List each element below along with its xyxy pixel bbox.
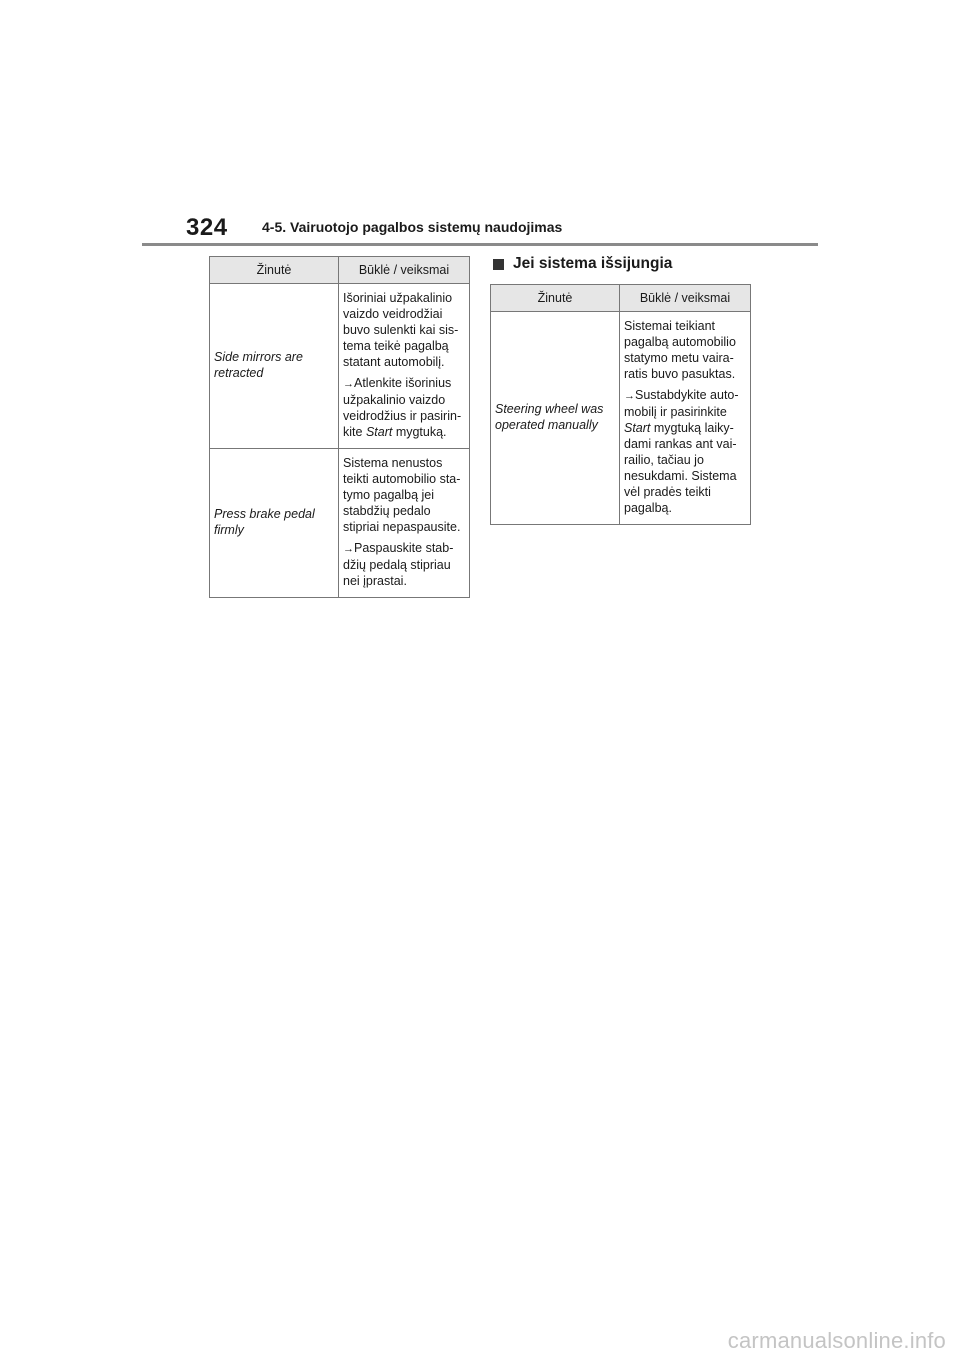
- status-cell: [339, 449, 470, 598]
- header-divider: [142, 243, 818, 246]
- section-heading: [493, 255, 672, 273]
- message-table-left: [209, 256, 470, 598]
- table-header-row: [210, 257, 470, 284]
- action-text-part: Paspauskite stabdžių pedalą stipriau nei įprastai.: [343, 541, 454, 588]
- status-cell: [620, 312, 751, 525]
- arrow-right-icon: →: [343, 378, 354, 390]
- section-heading-text: Jei sistema išsijungia: [513, 255, 673, 272]
- action-text: [624, 387, 745, 516]
- action-text-part: Atlenkite išorinius užpakalinio vaizdo veidrodžius ir pasirinkite: [343, 376, 462, 439]
- column-header-status: Būklė / veiksmai: [339, 257, 470, 284]
- arrow-right-icon: →: [343, 543, 354, 555]
- table-row: [210, 284, 470, 449]
- action-text: [343, 540, 464, 589]
- arrow-right-icon: →: [624, 390, 635, 402]
- column-header-status: Būklė / veiksmai: [620, 285, 751, 312]
- status-text: Išoriniai užpakalinio vaizdo veidrodžiai buvo sulenkti kai sistema teikė pagalbą statant automobilį.: [343, 291, 459, 369]
- table-row: [210, 449, 470, 598]
- start-button-reference: Start: [365, 425, 393, 439]
- column-header-message: Žinutė: [210, 257, 339, 284]
- status-text: Sistema nenustos teikti automobilio statymo pagalbą jei stabdžių pedalo stipriai nepaspausite.: [343, 456, 461, 534]
- message-cell: Steering wheel was operated manually: [491, 312, 620, 525]
- action-text-part: mygtuką.: [392, 425, 447, 439]
- action-text-part: mygtuką laikydami rankas ant vairailio, tačiau jo nesukdami. Sistema vėl pradės teikti pagalbą.: [624, 421, 737, 515]
- table-row: [491, 312, 751, 525]
- page-number: 324: [186, 214, 228, 241]
- square-bullet-icon: [493, 259, 504, 270]
- status-cell: [339, 284, 470, 449]
- message-table-right: [490, 284, 751, 525]
- chapter-title: 4-5. Vairuotojo pagalbos sistemų naudojimas: [262, 219, 563, 235]
- action-text: [343, 375, 464, 440]
- column-header-message: Žinutė: [491, 285, 620, 312]
- table-header-row: [491, 285, 751, 312]
- action-text-part: Sustabdykite automobilį ir pasirinkite: [624, 388, 739, 419]
- start-button-reference: Start: [624, 421, 651, 435]
- site-watermark: carmanualsonline.info: [727, 1328, 946, 1353]
- message-cell: Press brake pedal firmly: [210, 449, 339, 598]
- status-text: Sistemai teikiant pagalbą automobilio statymo metu vairaratis buvo pasuktas.: [624, 319, 736, 381]
- message-cell: Side mirrors are retracted: [210, 284, 339, 449]
